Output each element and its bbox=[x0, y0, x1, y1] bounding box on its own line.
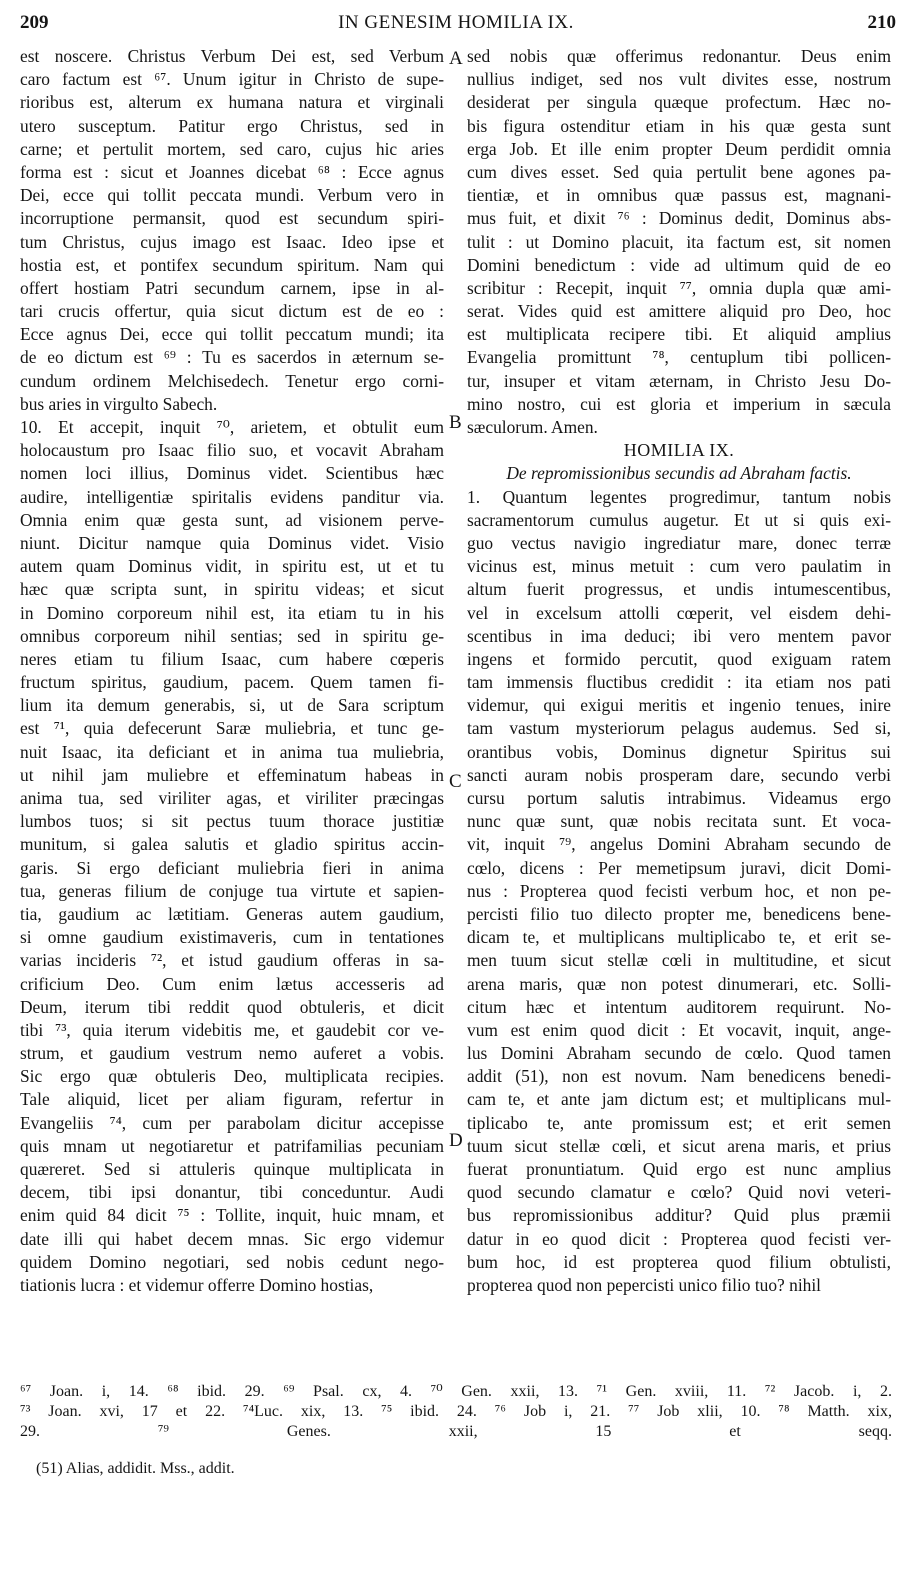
page-header bbox=[16, 12, 896, 40]
text-line: tientiæ, et in omnibus quæ passus est, magnani- bbox=[467, 185, 891, 206]
left-page-number: 209 bbox=[20, 12, 49, 33]
text-line: niunt. Dicitur namque quia Dominus videt. Visio bbox=[20, 532, 444, 553]
text-line: de eo dictum est ⁶⁹ : Tu es sacerdos in æternum se- bbox=[20, 347, 444, 368]
text-line: quis mnam ut negotiaretur et patrifamilias pecuniam bbox=[20, 1135, 444, 1156]
footnotes bbox=[20, 1382, 892, 1442]
text-line: tia, gaudium ac lætitiam. Generas autem gaudium, bbox=[20, 903, 444, 924]
text-line: men tuum sicut stellæ cœli in multitudine, et sicut bbox=[467, 950, 891, 971]
text-line: desiderat per singula quæque profectum. Hæc no- bbox=[467, 92, 891, 113]
homily-subheading: De repromissionibus secundis ad Abraham factis. bbox=[506, 463, 852, 484]
text-line: ut nihil jam muliebre et effeminatum habeas in bbox=[20, 764, 444, 785]
text-line: enim quid 84 dicit ⁷⁵ : Tollite, inquit, huic mnam, et bbox=[20, 1205, 444, 1226]
text-line: munitum, si galea salutis et gladio spiritus accin- bbox=[20, 834, 444, 855]
text-line: bis figura ostenditur etiam in his quæ gesta sunt bbox=[467, 115, 891, 136]
text-line: cœlo, dicens : Per memetipsum juravi, dicit Domi- bbox=[467, 857, 891, 878]
text-line: tam vastum mysteriorum pelagus audemus. Sed si, bbox=[467, 718, 891, 739]
text-line: cursu portum salutis intrabimus. Videamus ergo bbox=[467, 788, 891, 808]
text-line: nuit Isaac, ita deficiant et in anima tua muliebria, bbox=[20, 741, 444, 762]
text-line: Omnia enim quæ gesta sunt, ad visionem perve- bbox=[20, 509, 444, 530]
text-line: nus : Propterea quod fecisti verbum hoc, et non pe- bbox=[467, 880, 891, 901]
text-line: Tale aliquid, licet per aliam figuram, refertur in bbox=[20, 1089, 444, 1110]
text-line: tulit : ut Domino placuit, ita factum est, sit nomen bbox=[467, 231, 891, 252]
text-line: Dei, ecce qui tollit peccata mundi. Verbum vero in bbox=[20, 185, 444, 206]
text-line: hostia est, et pontifex secundum spiritum. Nam qui bbox=[20, 254, 444, 275]
text-line: lium ita demum generabis, si, ut de Sara scriptum bbox=[20, 695, 444, 716]
text-line: cum dives esset. Sed quia pertulit bene agones pa- bbox=[467, 161, 891, 182]
text-line: vit, inquit ⁷⁹, angelus Domini Abraham secundo de bbox=[467, 834, 891, 855]
text-line: audire, intelligentiæ spiritalis evidens panditur via. bbox=[20, 486, 444, 507]
text-line: carne; et pertulit mortem, sed caro, cujus hic aries bbox=[20, 138, 444, 159]
text-line: date illi qui habet decem mnas. Sic ergo videmur bbox=[20, 1228, 444, 1249]
text-line: omnibus corporeum nihil sentias; sed in spiritu ge- bbox=[20, 625, 444, 646]
text-line: sed nobis quæ offerimus redonantur. Deus enim bbox=[467, 46, 891, 66]
text-line: scentibus in ima deduci; ibi vero mentem pavor bbox=[467, 625, 891, 646]
text-line: est noscere. Christus Verbum Dei est, sed Verbum bbox=[20, 46, 444, 66]
text-line: dicam te, et multiplicans multiplicabo te, et erit se- bbox=[467, 927, 891, 948]
text-line: 29. ⁷⁹ Genes. xxii, 15 et seqq. bbox=[20, 1423, 892, 1440]
running-title: IN GENESIM HOMILIA IX. bbox=[338, 12, 574, 33]
text-line: mino nostro, cui est gloria et imperium in sæcula bbox=[467, 393, 891, 414]
text-line: scribitur : Recepit, inquit ⁷⁷, omnia dupla quæ ami- bbox=[467, 277, 891, 298]
text-line: tiationis lucra : et videmur offerre Domino hostias, bbox=[20, 1274, 374, 1295]
text-line: est ⁷¹, quia defecerunt Saræ muliebria, et tunc ge- bbox=[20, 718, 444, 739]
text-line: offert hostiam Patri secundum carnem, ipse in al- bbox=[20, 277, 444, 298]
text-line: cam te, et ante jam dictum est; et multiplicans mul- bbox=[467, 1089, 891, 1110]
text-line: quæreret. Sed si attuleris quinque multiplicata in bbox=[20, 1159, 444, 1179]
text-line: vum est enim quod dicit : Et vocavit, inquit, ange- bbox=[467, 1019, 891, 1040]
text-line: holocaustum pro Isaac filio suo, et vocavit Abraham bbox=[20, 440, 444, 461]
text-line: crificium Deo. Cum enim lætus accesseris ad bbox=[20, 973, 444, 994]
right-column-top-text bbox=[467, 45, 891, 439]
text-line: incorruptione permansit, quod est secundum spiri- bbox=[20, 208, 444, 229]
right-page-number: 210 bbox=[867, 12, 896, 33]
text-line: Evangeliis ⁷⁴, cum per parabolam dicitur accepisse bbox=[20, 1112, 444, 1133]
variant-note: (51) Alias, addidit. Mss., addit. bbox=[36, 1460, 235, 1477]
text-line: citum hæc et intentum auditorem requirunt. No- bbox=[467, 996, 891, 1017]
text-line: rioribus est, alterum ex humana natura et virginali bbox=[20, 92, 444, 113]
right-text-column bbox=[467, 45, 891, 1297]
text-line: Ecce agnus Dei, ecce qui tollit peccatum mundi; ita bbox=[20, 324, 444, 345]
text-line: est multiplicata recipere tibi. Et aliquid amplius bbox=[467, 324, 891, 345]
text-line: varias incideris ⁷², et istud gaudium offeras in sa- bbox=[20, 950, 444, 971]
text-line: vel in excelsum attolli cœperit, vel eisdem dehi- bbox=[467, 602, 891, 623]
text-line: videmur, qui exigui meritis et ingenio tenues, inire bbox=[467, 695, 891, 716]
text-line: bus repromissionibus additur? Quid plus præmii bbox=[467, 1205, 891, 1226]
text-line: datur in eo quod dicit : Propterea quod fecisti ver- bbox=[467, 1228, 891, 1249]
text-line: bus aries in virgulto Sabech. bbox=[20, 393, 218, 414]
text-line: cundum ordinem Melchisedech. Tenetur ergo corni- bbox=[20, 370, 444, 391]
text-line: nomen loci illius, Dominus videt. Scientibus hæc bbox=[20, 463, 444, 484]
text-line: tuum sicut stellæ cœli, et sicut arena maris, et prius bbox=[467, 1135, 891, 1156]
text-line: ingens et formido percutit, quod exiguam ratem bbox=[467, 648, 891, 669]
text-line: altum fuerit progressus, et undis intumescentibus, bbox=[467, 579, 891, 600]
text-line: quidem Domino negotiari, sed nobis cedunt nego- bbox=[20, 1251, 444, 1272]
text-line: decem, tibi ipsi donantur, tibi conceduntur. Audi bbox=[20, 1182, 444, 1203]
text-line: fuerat pronuntiatum. Quid ergo est nunc amplius bbox=[467, 1159, 891, 1179]
text-line: erga Job. Et ille enim propter Deum perdidit omnia bbox=[467, 138, 891, 159]
text-line: neres etiam tu filium Isaac, cum habere cœperis bbox=[20, 648, 444, 669]
text-line: mus fuit, et dixit ⁷⁶ : Dominus dedit, Dominus abs- bbox=[467, 208, 891, 229]
right-column-bottom-text bbox=[467, 486, 891, 1298]
text-line: Domini benedictum : vide ad ultimum quid de eo bbox=[467, 254, 891, 275]
text-line: guo vectus navigio ingrediatur mare, donec terræ bbox=[467, 532, 891, 553]
text-line: sancti auram nobis prosperam dare, secundo verbi bbox=[467, 764, 891, 785]
text-line: quod secundo clamatur e cœlo? Quid novi veteri- bbox=[467, 1182, 891, 1203]
text-line: nunc quæ sunt, quæ nobis recitata sunt. Et voca- bbox=[467, 811, 891, 832]
text-line: Deum, iterum tibi reddit quod obtuleris, et dicit bbox=[20, 996, 444, 1017]
text-line: tum Christus, cujus imago est Isaac. Ideo ipse et bbox=[20, 231, 444, 252]
text-line: Sic ergo quæ obtuleris Deo, multiplicata recipies. bbox=[20, 1066, 444, 1087]
text-line: tua, generas filium de conjuge tua virtute et sapien- bbox=[20, 880, 444, 901]
text-line: lus Domini Abraham secundo de cœlo. Quod tamen bbox=[467, 1043, 891, 1064]
text-line: ⁶⁷ Joan. i, 14. ⁶⁸ ibid. 29. ⁶⁹ Psal. cx, 4. ⁷⁰ Gen. xxii, 13. ⁷¹ Gen. xviii, 11. ⁷² Jacob. i, 2. bbox=[20, 1383, 892, 1400]
text-line: tiplicabo te, ante promissum est; et erit semen bbox=[467, 1112, 891, 1133]
text-line: tur, insuper et vitam æternam, in Christo Jesu Do- bbox=[467, 370, 891, 391]
text-line: forma est : sicut et Joannes dicebat ⁶⁸ : Ecce agnus bbox=[20, 161, 444, 182]
margin-marker-a: A bbox=[449, 48, 463, 69]
text-line: utero susceptum. Patitur ergo Christus, sed in bbox=[20, 115, 444, 136]
left-text-column bbox=[20, 45, 444, 1297]
text-line: bum hoc, id est propterea quod filium obtulisti, bbox=[467, 1251, 891, 1272]
text-line: Evangelia promittunt ⁷⁸, centuplum tibi pollicen- bbox=[467, 347, 891, 368]
text-line: sacramentorum cumulus augetur. Et ut si quis exi- bbox=[467, 509, 891, 530]
text-line: si omne gaudium existimaveris, cum in tentationes bbox=[20, 927, 444, 948]
text-line: propterea quod non pepercisti unico filio tuo? nihil bbox=[467, 1274, 822, 1295]
text-line: ⁷³ Joan. xvi, 17 et 22. ⁷⁴Luc. xix, 13. ⁷⁵ ibid. 24. ⁷⁶ Job i, 21. ⁷⁷ Job xlii, 10. ⁷⁸ Matth. xix, bbox=[20, 1403, 892, 1420]
margin-marker-d: D bbox=[449, 1130, 463, 1151]
text-line: vicinus est, minus metuit : cum vero paulatim in bbox=[467, 556, 891, 577]
text-line: addit (51), non est novum. Nam benedicens benedi- bbox=[467, 1066, 891, 1087]
text-line: garis. Si ergo deficiant muliebria fieri in anima bbox=[20, 857, 444, 878]
text-line: in Domino corporeum nihil est, ita etiam tu in his bbox=[20, 602, 444, 623]
text-line: serat. Vides quid est amittere aliquid pro Deo, hoc bbox=[467, 301, 891, 322]
text-line: tari crucis offertur, quia sicut dictum est de eo : bbox=[20, 301, 444, 322]
text-line: orantibus vobis, Dominus dignetur Spiritus sui bbox=[467, 741, 891, 762]
text-line: hæc quæ scripta sunt, in spiritu videas; et sicut bbox=[20, 579, 444, 600]
text-line: nullius indiget, sed nos vult divites esse, nostrum bbox=[467, 69, 891, 90]
text-line: autem quam Dominus vidit, in spiritu est, ut et tu bbox=[20, 556, 444, 577]
text-line: caro factum est ⁶⁷. Unum igitur in Christo de supe- bbox=[20, 69, 444, 90]
text-line: lumbos tuos; si sit pectus tuum thorace justitiæ bbox=[20, 811, 444, 832]
text-line: strum, et gaudium vestrum nemo auferet a vobis. bbox=[20, 1043, 444, 1064]
margin-marker-b: B bbox=[449, 412, 462, 433]
text-line: tam immensis fluctibus credidit : ita etiam nos pati bbox=[467, 672, 891, 693]
text-line: sæculorum. Amen. bbox=[467, 417, 598, 437]
homily-heading: HOMILIA IX. bbox=[623, 440, 735, 461]
text-line: anima tua, sed viriliter agas, et viriliter præcingas bbox=[20, 788, 444, 808]
text-line: tibi ⁷³, quia iterum videbitis me, et gaudebit cor ve- bbox=[20, 1019, 444, 1040]
text-line: 1. Quantum legentes progredimur, tantum nobis bbox=[467, 486, 891, 507]
text-line: arena maris, quæ non potest dinumerari, etc. Solli- bbox=[467, 973, 891, 994]
text-line: 10. Et accepit, inquit ⁷⁰, arietem, et obtulit eum bbox=[20, 417, 444, 437]
text-line: fructum spiritus, gaudium, pacem. Quem tamen fi- bbox=[20, 672, 444, 693]
margin-marker-c: C bbox=[449, 771, 462, 792]
text-line: percisti filio tuo dilecto propter me, benedicens bene- bbox=[467, 903, 891, 924]
